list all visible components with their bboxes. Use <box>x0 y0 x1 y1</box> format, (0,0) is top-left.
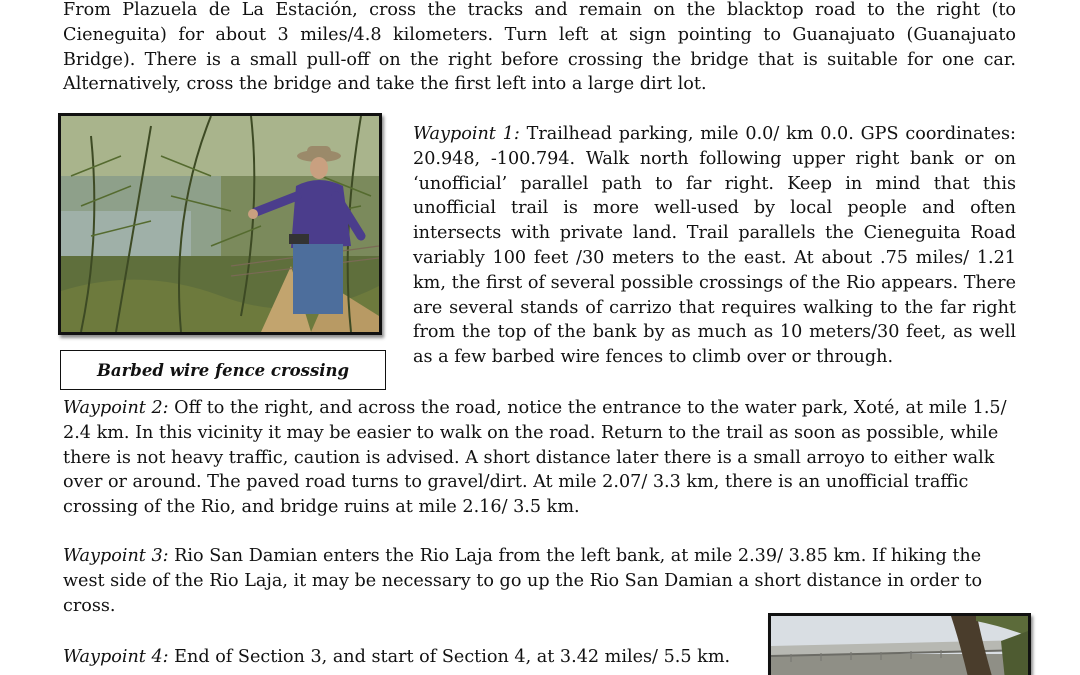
hiker-fence-photo-art <box>61 116 379 332</box>
bridge-photo <box>768 613 1031 675</box>
waypoint-2-label: Waypoint 2: <box>63 398 169 418</box>
intro-paragraph: From Plazuela de La Estación, cross the tracks and remain on the blacktop road to the right (to Cieneguita) for about 3 miles/4.8 kilometers. Turn left at sign pointing to Guanajuato (Guanajuato Bridge). There is a small pull-off on the right before crossing the bridge that is suitable for one car. Alternatively, cross the bridge and take the first left into a large dirt lot. <box>63 0 1016 95</box>
photo-caption: Barbed wire fence crossing <box>60 350 386 390</box>
hiker-fence-photo <box>58 113 382 335</box>
bridge-photo-art <box>771 616 1028 675</box>
waypoint-4-label: Waypoint 4: <box>63 647 169 667</box>
waypoint-2-text: Off to the right, and across the road, notice the entrance to the water park, Xoté, at mile 1.5/ 2.4 km. In this vicinity it may be easier to walk on the road. Return to the trail as soon as possible, while there is not heavy traffic, caution is advised. A short distance later there is a small arroyo to either walk over or around. The paved road turns to gravel/dirt. At mile 2.07/ 3.3 km, there is an unofficial traffic crossing of the Rio, and bridge ruins at mile 2.16/ 3.5 km. <box>63 398 1007 518</box>
waypoint-1-label: Waypoint 1: <box>413 124 520 144</box>
waypoint-4-text: End of Section 3, and start of Section 4, at 3.42 miles/ 5.5 km. <box>168 647 731 667</box>
waypoint-1-paragraph <box>413 122 1016 370</box>
waypoint-4-paragraph <box>63 645 753 670</box>
waypoint-3-label: Waypoint 3: <box>63 546 169 566</box>
waypoint-3-text: Rio San Damian enters the Rio Laja from the left bank, at mile 2.39/ 3.85 km. If hiking the west side of the Rio Laja, it may be necessary to go up the Rio San Damian a short distance in order to cross. <box>63 546 983 616</box>
waypoint-1-text: Trailhead parking, mile 0.0/ km 0.0. GPS coordinates: 20.948, -100.794. Walk north following upper right bank or on ‘unofficial’ parallel path to far right. Keep in mind that this unofficial trail is more well-used by local people and often intersects with private land. Trail parallels the Cieneguita Road variably 100 feet /30 meters to the east. At about .75 miles/ 1.21 km, the first of several possible crossings of the Rio appears. There are several stands of carrizo that requires walking to the far right from the top of the bank by as much as 10 meters/30 feet, as well as a few barbed wire fences to climb over or through. <box>413 124 1016 368</box>
waypoint-2-paragraph <box>63 396 1023 520</box>
waypoint-3-paragraph <box>63 544 1023 618</box>
